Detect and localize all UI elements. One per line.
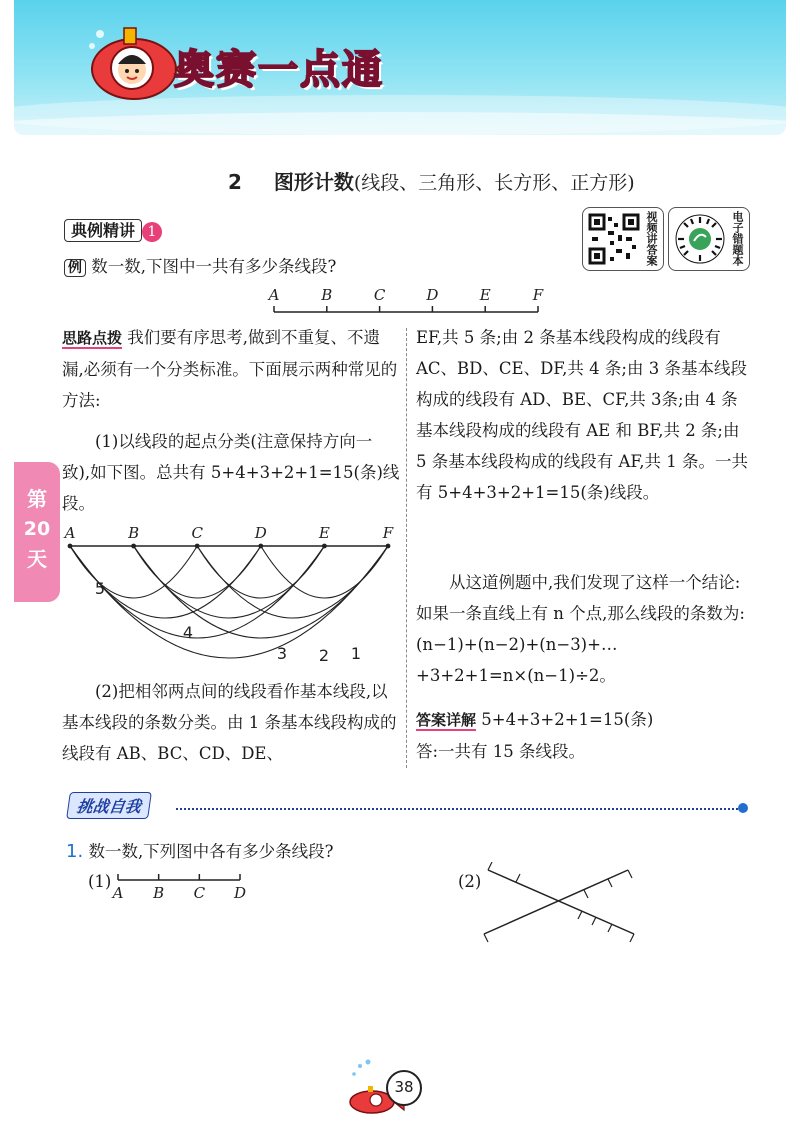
lesson-title-text: 图形计数 [273,170,354,194]
conclusion: 从这道例题中,我们发现了这样一个结论:如果一条直线上有 n 个点,那么线段的条数为:(n−1)+(n−2)+(n−3)+…+3+2+1=n×(n−1)÷2。 [416,573,745,685]
fig2-tick [608,879,612,887]
think-text: 我们要有序思考,做到不重复、不遗漏,必须有一个分类标准。下面展示两种常见的方法: [62,328,398,410]
think-paragraph-1 [62,322,400,416]
fig2-tick [516,874,520,882]
example-mark: 例 [64,259,86,277]
qr-code-icon [588,213,640,265]
fig1-point-label: C [193,884,206,902]
arc-point-label: B [128,524,140,542]
arc-segment [261,546,388,598]
example-point-label: E [479,286,491,304]
day-tab-line3: 天 [27,547,47,571]
day-tab [14,462,60,602]
fig2-line-2 [484,870,628,934]
method-2: (2)把相邻两点间的线段看作基本线段,以基本线段的条数分类。由 1 条基本线段构成的线段有 AB、BC、CD、DE、 [62,682,397,763]
arc-count-label: 5 [94,579,106,598]
fig1-line [108,868,258,908]
video-qr-label: 视频讲答案 [645,211,658,266]
challenge-divider [176,808,742,810]
ebook-qr[interactable] [668,207,750,271]
answer-text: 答:一共有 15 条线段。 [416,742,586,761]
example-point-label: F [532,286,544,304]
arc-count-label: 3 [276,644,288,663]
fig2-tick [630,934,634,942]
arc-count-label: 1 [350,644,362,663]
video-qr[interactable] [582,207,664,271]
arc-point-label: E [318,524,330,542]
section-label-text: 典例精讲 [64,219,142,242]
fig1-point-label: A [112,884,124,902]
example-question [64,251,336,284]
fig2-crossing-lines [478,862,648,944]
example-question-text: 数一数,下图中一共有多少条线段? [91,257,337,276]
answer-line [416,704,748,736]
example-line-figure [260,284,560,324]
arc-diagram [60,516,400,672]
fig2-tick [578,911,582,919]
challenge-divider-dot [738,803,748,813]
day-tab-line1: 第 [27,487,47,511]
method-2-continued: EF,共 5 条;由 2 条基本线段构成的线段有 AC、BD、CE、DF,共 4 条;由 3 条基本线段构成的线段有 AD、BE、CF,共 3条;由 4 条基本线段构成的线段有 AE 和 BF,共 2 条;由 5 条基本线段构成的线段有 AF,共 1 条。一共有 5+4+3+2+1=15(条)线段。 [416,328,749,502]
arc-point-label: F [382,524,394,542]
banner-title: 奥赛一点通 [174,47,384,93]
lesson-number: 2 [228,170,242,194]
arc-point-label: A [64,524,76,542]
ebook-qr-label: 电子错题本 [731,211,744,266]
think-label: 思路点拨 [62,329,123,347]
challenge-header [68,792,150,819]
lesson-subtitle: (线段、三角形、长方形、正方形) [353,172,635,194]
fig1-label: (1) [88,872,112,891]
q1-text: 数一数,下列图中各有多少条线段? [88,842,334,861]
lesson-title [228,166,635,195]
fig2-tick [584,890,588,898]
mini-program-code-icon [674,213,726,265]
challenge-question-1 [66,836,334,867]
arc-point-label: D [254,524,267,542]
header-banner [14,0,786,135]
example-point-label: C [373,286,386,304]
example-point-label: A [268,286,280,304]
answer-formula: 5+4+3+2+1=15(条) [481,710,654,729]
answer-label: 答案详解 [416,711,477,729]
fig2-tick [592,917,596,925]
arc-point-label: C [191,524,203,542]
section-label [64,218,162,242]
fig2-tick [488,862,492,870]
example-point-label: B [321,286,333,304]
arc-count-label: 2 [318,646,330,665]
fig2-tick [608,924,612,932]
example-point-label: D [426,286,439,304]
fig2-label: (2) [458,872,482,891]
section-badge: 1 [142,222,162,242]
answer-block [416,704,748,767]
fig1-point-label: B [153,884,165,902]
column-divider [406,328,407,768]
page-number: 38 [386,1070,422,1106]
day-tab-line2: 20 [23,518,51,540]
arc-count-label: 4 [182,623,194,642]
fig2-tick [628,870,632,878]
q1-number: 1. [66,841,84,862]
challenge-label: 挑战自我 [66,792,152,819]
method-1: (1)以线段的起点分类(注意保持方向一致),如下图。总共有 5+4+3+2+1=15(条)线段。 [62,432,400,513]
fig2-tick [484,934,488,942]
fig1-point-label: D [233,884,247,902]
